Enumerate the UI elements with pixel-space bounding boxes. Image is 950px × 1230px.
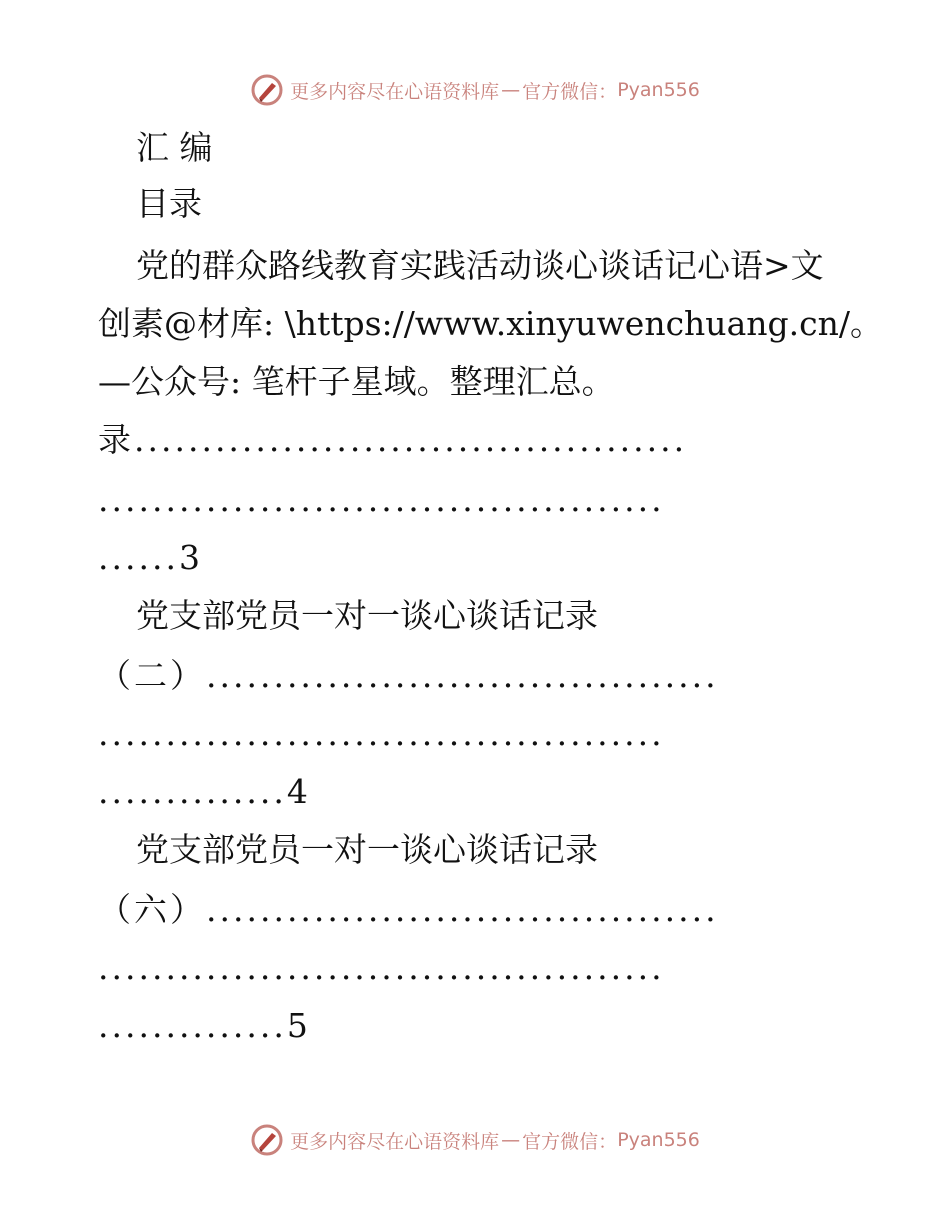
banner-separator: — (501, 79, 521, 101)
doc-line-entry3-page: ..............5 (98, 1006, 311, 1045)
doc-line-entry2-dots2: .......................................... (98, 714, 665, 753)
banner-text: 更多内容尽在心语资料库 (290, 80, 500, 103)
doc-line-entry3-dots2: .......................................... (98, 948, 665, 987)
doc-line-entry3-title: 党支部党员一对一谈心谈话记录 (136, 830, 598, 869)
pen-logo-icon (250, 1123, 284, 1157)
banner-wechat-label: 官方微信： (522, 1130, 618, 1153)
banner-wechat-id: Pyan556 (617, 1129, 700, 1151)
doc-line-entry2-title: 党支部党员一对一谈心谈话记录 (136, 596, 598, 635)
doc-line-entry1-dots2: .......................................... (98, 480, 665, 519)
banner-text: 更多内容尽在心语资料库 (290, 1130, 500, 1153)
pen-logo-icon (250, 73, 284, 107)
header-watermark-banner (0, 70, 950, 110)
doc-line-entry2-dots1: （二）...................................... (98, 656, 719, 695)
footer-watermark-banner (0, 1120, 950, 1160)
banner-wechat-label: 官方微信： (522, 80, 618, 103)
doc-line-entry1-page: ......3 (98, 538, 203, 577)
doc-line-toc-heading: 目录 (136, 184, 202, 223)
doc-line-entry1-a: 党的群众路线教育实践活动谈心谈话记心语>文 (136, 246, 824, 285)
doc-line-entry1-dots1: 录......................................... (98, 420, 688, 459)
doc-line-entry2-page: ..............4 (98, 772, 311, 811)
doc-line-entry3-dots1: （六）...................................... (98, 890, 719, 929)
banner-separator: — (501, 1129, 521, 1151)
doc-line-entry1-b: 创素@材库: \https://www.xinyuwenchuang.cn/。 (98, 304, 883, 343)
doc-line-title: 汇 编 (136, 128, 213, 167)
banner-wechat-id: Pyan556 (617, 79, 700, 101)
doc-line-entry1-c: —公众号: 笔杆子星域。整理汇总。 (98, 362, 615, 401)
